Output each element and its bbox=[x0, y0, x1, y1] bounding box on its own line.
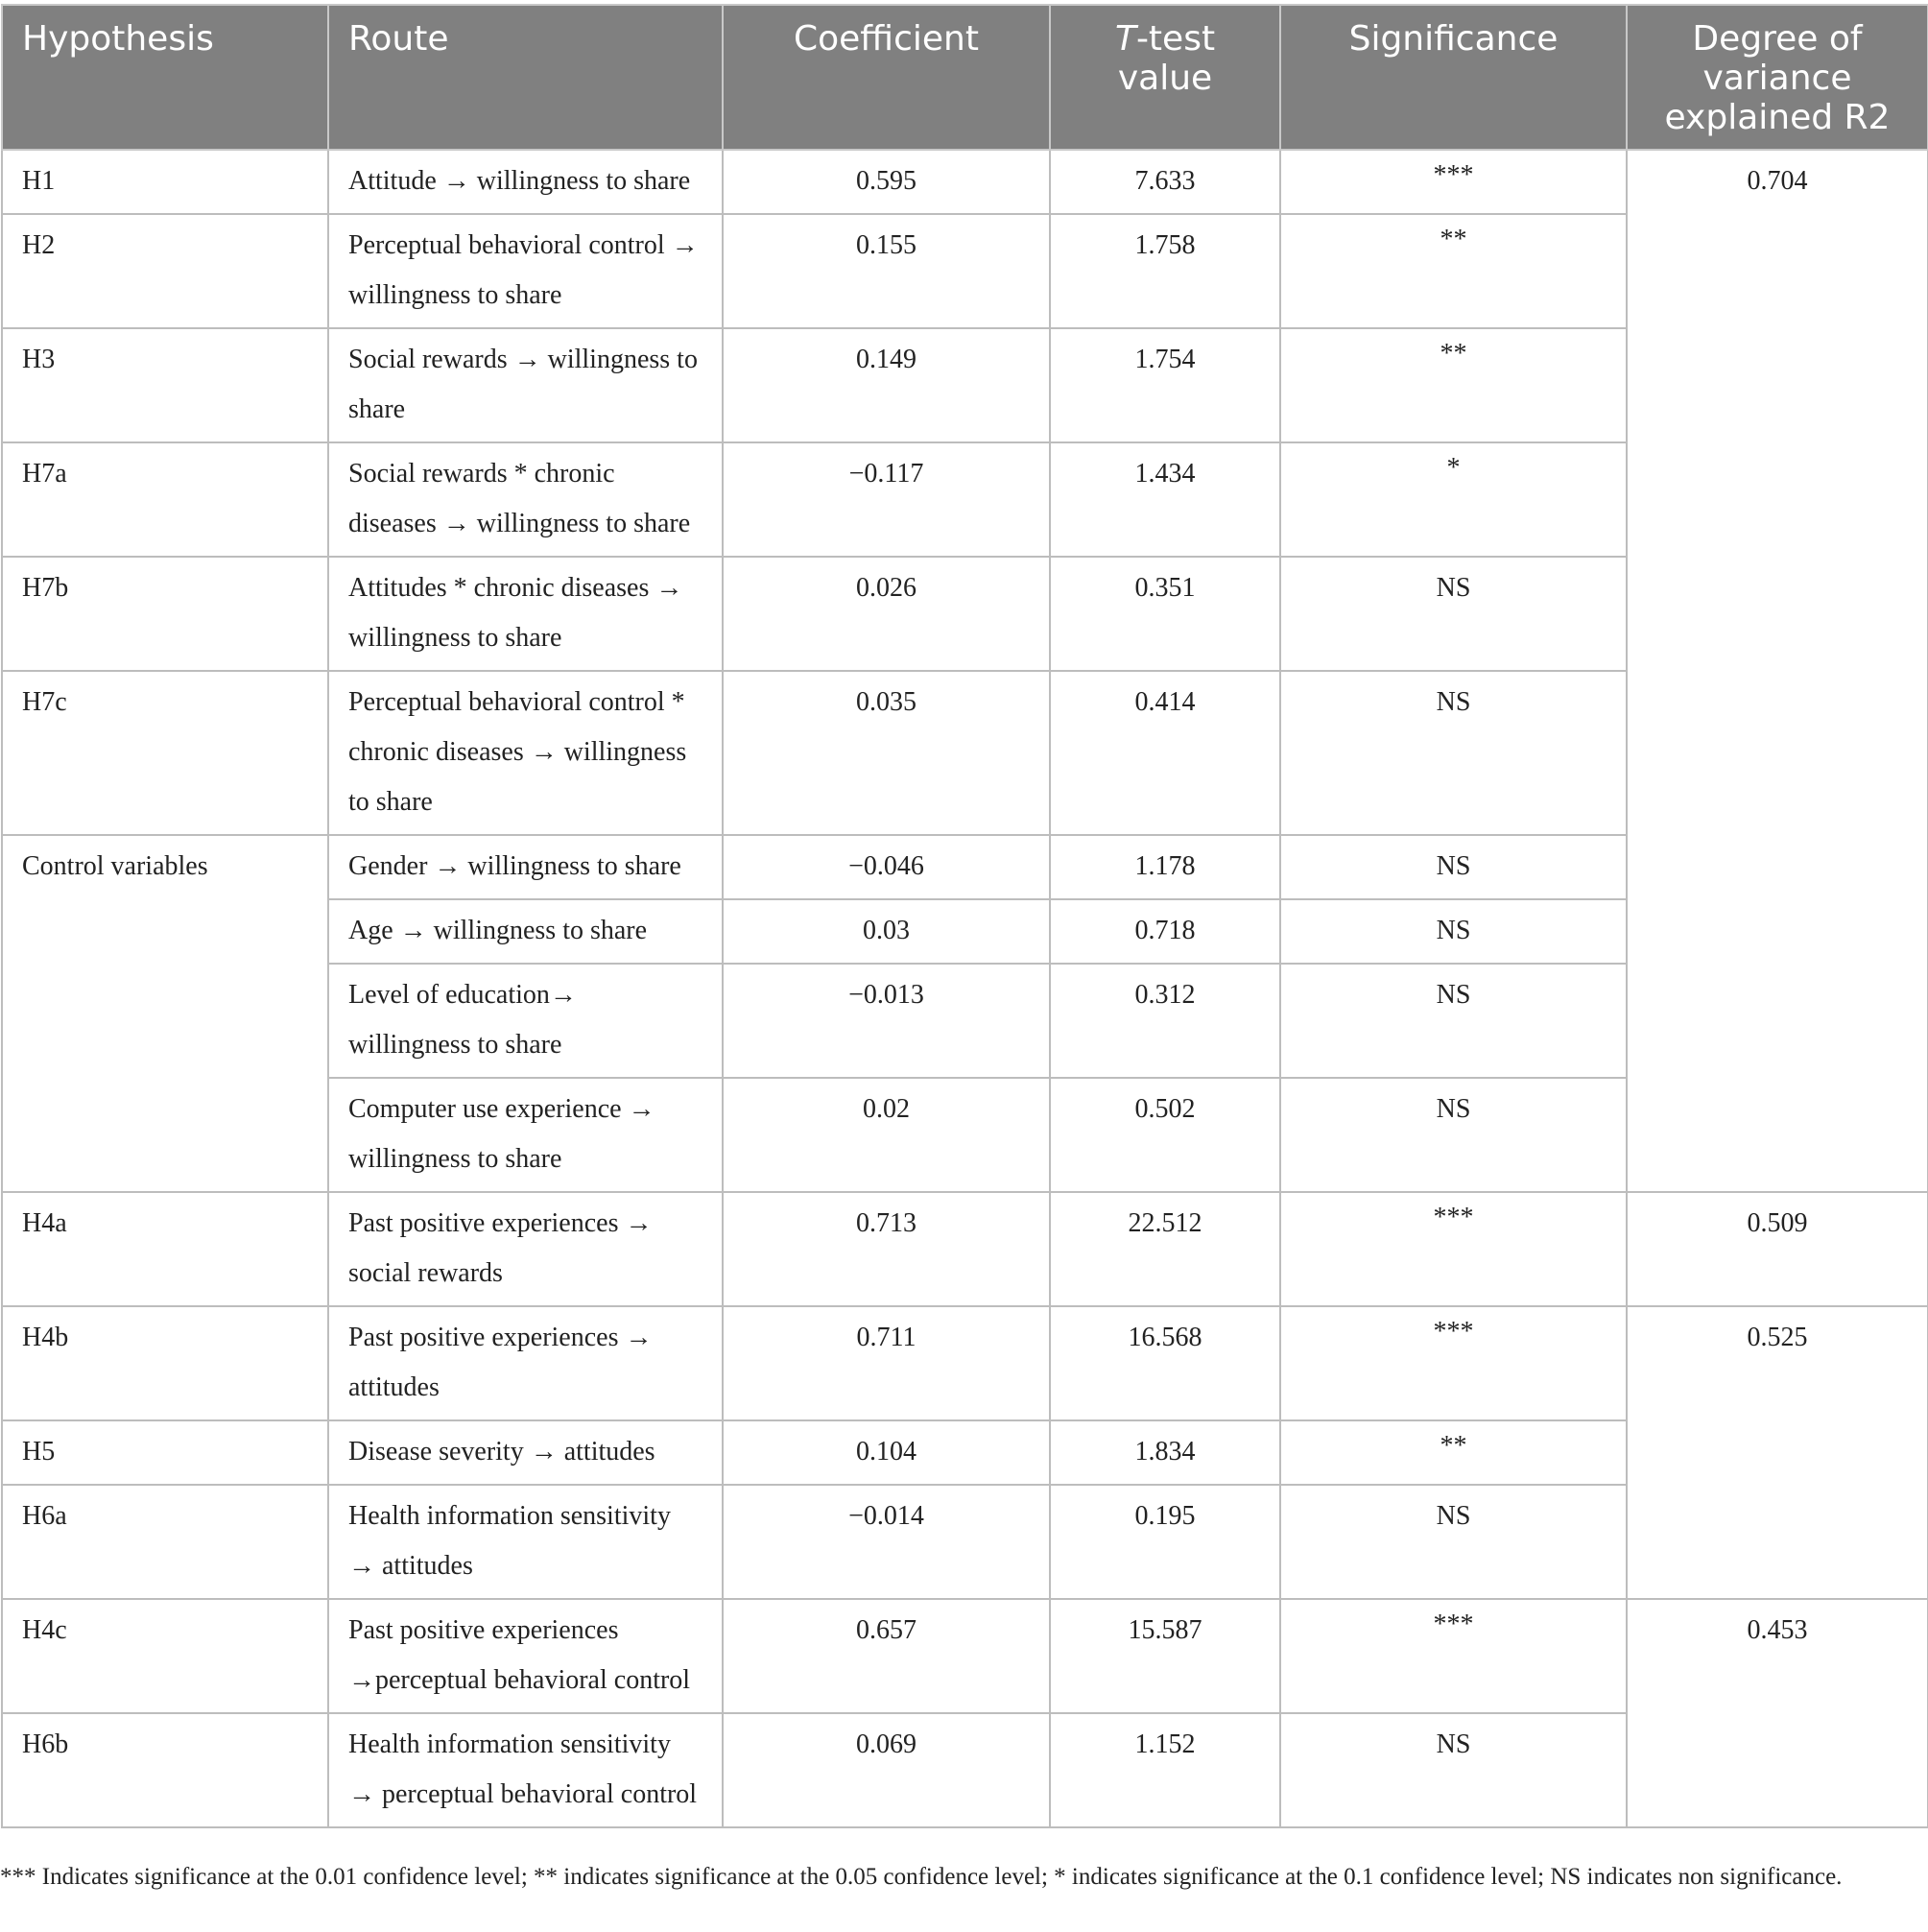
cell-hypothesis: H6b bbox=[2, 1713, 328, 1827]
cell-t-value: 1.152 bbox=[1050, 1713, 1280, 1827]
cell-t-value: 16.568 bbox=[1050, 1306, 1280, 1420]
cell-route: Level of education→ willingness to share bbox=[328, 964, 723, 1078]
cell-route: Past positive experiences →perceptual behavioral control bbox=[328, 1599, 723, 1713]
cell-t-value: 1.834 bbox=[1050, 1420, 1280, 1485]
cell-coefficient: −0.014 bbox=[723, 1485, 1050, 1599]
header-ttest bbox=[1050, 5, 1280, 150]
cell-hypothesis: H7c bbox=[2, 671, 328, 835]
cell-significance: ** bbox=[1280, 214, 1627, 328]
cell-hypothesis: Control variables bbox=[2, 835, 328, 1192]
cell-t-value: 0.195 bbox=[1050, 1485, 1280, 1599]
cell-t-value: 1.754 bbox=[1050, 328, 1280, 442]
cell-r2: 0.509 bbox=[1627, 1192, 1928, 1306]
cell-significance: * bbox=[1280, 442, 1627, 557]
cell-hypothesis: H4b bbox=[2, 1306, 328, 1420]
cell-route: Gender → willingness to share bbox=[328, 835, 723, 899]
cell-route: Disease severity → attitudes bbox=[328, 1420, 723, 1485]
cell-significance: NS bbox=[1280, 671, 1627, 835]
cell-coefficient: 0.03 bbox=[723, 899, 1050, 964]
cell-coefficient: 0.026 bbox=[723, 557, 1050, 671]
cell-r2: 0.525 bbox=[1627, 1306, 1928, 1599]
cell-t-value: 1.434 bbox=[1050, 442, 1280, 557]
cell-t-value: 1.178 bbox=[1050, 835, 1280, 899]
cell-hypothesis: H2 bbox=[2, 214, 328, 328]
cell-t-value: 0.351 bbox=[1050, 557, 1280, 671]
header-ttest-rest: -test value bbox=[1117, 19, 1216, 98]
cell-significance: ** bbox=[1280, 1420, 1627, 1485]
cell-coefficient: 0.657 bbox=[723, 1599, 1050, 1713]
cell-t-value: 0.312 bbox=[1050, 964, 1280, 1078]
cell-coefficient: −0.013 bbox=[723, 964, 1050, 1078]
cell-coefficient: 0.711 bbox=[723, 1306, 1050, 1420]
cell-coefficient: 0.035 bbox=[723, 671, 1050, 835]
table-header-row bbox=[2, 5, 1928, 150]
cell-route: Computer use experience → willingness to share bbox=[328, 1078, 723, 1192]
cell-t-value: 1.758 bbox=[1050, 214, 1280, 328]
cell-hypothesis: H5 bbox=[2, 1420, 328, 1485]
cell-significance: NS bbox=[1280, 835, 1627, 899]
cell-significance: *** bbox=[1280, 1599, 1627, 1713]
cell-significance: *** bbox=[1280, 1192, 1627, 1306]
cell-significance: NS bbox=[1280, 557, 1627, 671]
cell-hypothesis: H4a bbox=[2, 1192, 328, 1306]
results-table-wrapper bbox=[1, 4, 1927, 1828]
cell-route: Health information sensitivity → attitudes bbox=[328, 1485, 723, 1599]
cell-t-value: 0.414 bbox=[1050, 671, 1280, 835]
cell-coefficient: 0.713 bbox=[723, 1192, 1050, 1306]
cell-hypothesis: H7a bbox=[2, 442, 328, 557]
cell-coefficient: −0.046 bbox=[723, 835, 1050, 899]
cell-route: Attitude → willingness to share bbox=[328, 150, 723, 214]
cell-significance: *** bbox=[1280, 1306, 1627, 1420]
cell-coefficient: 0.02 bbox=[723, 1078, 1050, 1192]
cell-hypothesis: H1 bbox=[2, 150, 328, 214]
header-r2: Degree of variance explained R2 bbox=[1627, 5, 1928, 150]
header-hypothesis: Hypothesis bbox=[2, 5, 328, 150]
table-row bbox=[2, 1306, 1928, 1420]
cell-t-value: 0.718 bbox=[1050, 899, 1280, 964]
header-coefficient: Coefficient bbox=[723, 5, 1050, 150]
cell-hypothesis: H6a bbox=[2, 1485, 328, 1599]
cell-coefficient: 0.595 bbox=[723, 150, 1050, 214]
cell-coefficient: 0.104 bbox=[723, 1420, 1050, 1485]
cell-r2: 0.704 bbox=[1627, 150, 1928, 1192]
hypothesis-results-table bbox=[1, 4, 1928, 1828]
cell-significance: NS bbox=[1280, 964, 1627, 1078]
cell-route: Past positive experiences → social rewards bbox=[328, 1192, 723, 1306]
cell-route: Perceptual behavioral control → willingness to share bbox=[328, 214, 723, 328]
cell-coefficient: 0.069 bbox=[723, 1713, 1050, 1827]
cell-route: Social rewards * chronic diseases → willingness to share bbox=[328, 442, 723, 557]
cell-route: Health information sensitivity → perceptual behavioral control bbox=[328, 1713, 723, 1827]
cell-significance: ** bbox=[1280, 328, 1627, 442]
cell-hypothesis: H3 bbox=[2, 328, 328, 442]
cell-t-value: 0.502 bbox=[1050, 1078, 1280, 1192]
cell-t-value: 15.587 bbox=[1050, 1599, 1280, 1713]
cell-t-value: 7.633 bbox=[1050, 150, 1280, 214]
cell-route: Past positive experiences → attitudes bbox=[328, 1306, 723, 1420]
cell-route: Attitudes * chronic diseases → willingness to share bbox=[328, 557, 723, 671]
cell-coefficient: 0.149 bbox=[723, 328, 1050, 442]
cell-route: Age → willingness to share bbox=[328, 899, 723, 964]
table-row bbox=[2, 1599, 1928, 1713]
cell-significance: NS bbox=[1280, 899, 1627, 964]
cell-significance: NS bbox=[1280, 1713, 1627, 1827]
cell-significance: NS bbox=[1280, 1078, 1627, 1192]
cell-route: Perceptual behavioral control * chronic diseases → willingness to share bbox=[328, 671, 723, 835]
cell-r2: 0.453 bbox=[1627, 1599, 1928, 1827]
cell-significance: NS bbox=[1280, 1485, 1627, 1599]
cell-significance: *** bbox=[1280, 150, 1627, 214]
cell-coefficient: 0.155 bbox=[723, 214, 1050, 328]
cell-coefficient: −0.117 bbox=[723, 442, 1050, 557]
table-footnote: *** Indicates significance at the 0.01 confidence level; ** indicates significance at the 0.05 confidence level; * indicates significance at the 0.1 confidence level; NS indicates non significance. bbox=[0, 1864, 1843, 1890]
header-route: Route bbox=[328, 5, 723, 150]
table-row bbox=[2, 1192, 1928, 1306]
cell-hypothesis: H4c bbox=[2, 1599, 328, 1713]
table-row bbox=[2, 150, 1928, 214]
header-ttest-italic: T bbox=[1114, 19, 1136, 59]
cell-hypothesis: H7b bbox=[2, 557, 328, 671]
cell-t-value: 22.512 bbox=[1050, 1192, 1280, 1306]
header-significance: Significance bbox=[1280, 5, 1627, 150]
cell-route: Social rewards → willingness to share bbox=[328, 328, 723, 442]
